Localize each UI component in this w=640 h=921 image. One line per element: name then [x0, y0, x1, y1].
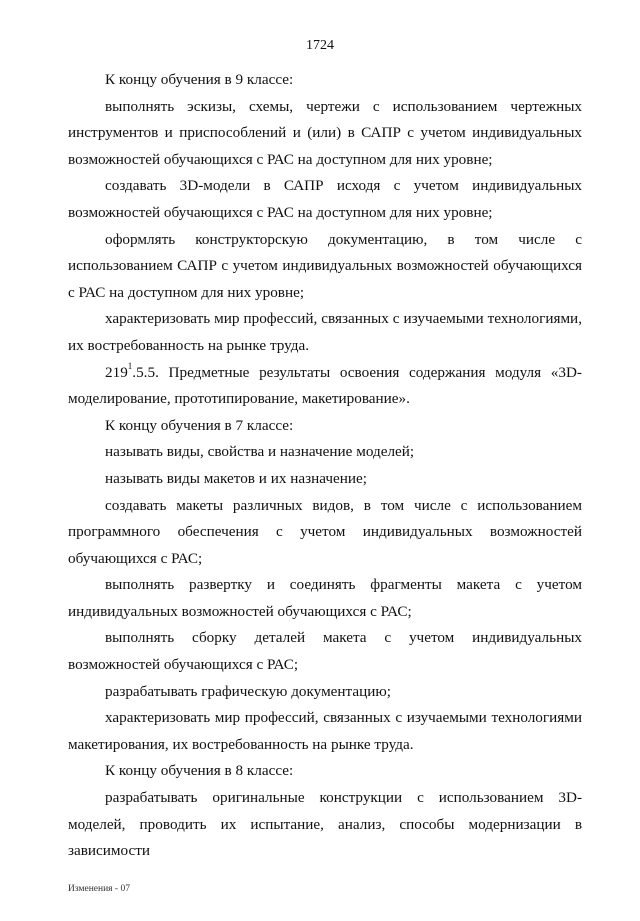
paragraph-mockup-professions: характеризовать мир профессий, связанных с изучаемыми технологиями макетирования, их востребованность на рынке труда. — [68, 709, 582, 753]
paragraph-sketches: выполнять эскизы, схемы, чертежи с использованием чертежных инструментов и приспособлений и (или) в САПР с учетом индивидуальных возможностей обучающихся с РАС на доступном для них уровне; — [68, 97, 582, 168]
paragraph-assembly: выполнять сборку деталей макета с учетом индивидуальных возможностей обучающихся с РАС; — [68, 629, 582, 674]
section-number-superscript: 1 — [127, 361, 133, 372]
paragraph-graphic-docs: разрабатывать графическую документацию; — [105, 682, 391, 700]
section-number-suffix: .5.5. — [132, 363, 159, 381]
document-body — [68, 67, 582, 865]
paragraph-mockup-types: называть виды макетов и их назначение; — [105, 469, 367, 487]
section-title: Предметные результаты освоения содержания модуля «3D-моделирование, прототипирование, макетирование». — [68, 363, 582, 408]
paragraph-3d-models: создавать 3D-модели в САПР исходя с учетом индивидуальных возможностей обучающихся с РАС на доступном для них уровне; — [68, 177, 582, 221]
paragraph-original-designs: разрабатывать оригинальные конструкции с использованием 3D-моделей, проводить их испытание, анализ, способы модернизации в зависимости — [68, 789, 582, 860]
paragraph-grade9-heading: К концу обучения в 9 классе: — [105, 71, 294, 88]
paragraph-documentation: оформлять конструкторскую документацию, в том числе с использованием САПР с учетом индивидуальных возможностей обучающихся с РАС на доступном для них уровне; — [68, 230, 582, 301]
paragraph-professions: характеризовать мир профессий, связанных с изучаемыми технологиями, их востребованность на рынке труда. — [68, 310, 582, 354]
section-number-prefix: 219 — [105, 363, 128, 381]
paragraph-unfolding: выполнять развертку и соединять фрагменты макета с учетом индивидуальных возможностей обучающихся с РАС; — [68, 576, 582, 620]
paragraph-grade7-heading: К концу обучения в 7 классе: — [105, 416, 294, 434]
footer-revision: Изменения - 07 — [68, 884, 130, 894]
paragraph-model-types: называть виды, свойства и назначение моделей; — [105, 443, 415, 461]
page-number: 1724 — [306, 38, 334, 53]
paragraph-create-mockups: создавать макеты различных видов, в том числе с использованием программного обеспечения с учетом индивидуальных возможностей обучающихся с РАС; — [68, 496, 582, 567]
paragraph-section-heading — [68, 360, 582, 413]
paragraph-grade8-heading: К концу обучения в 8 классе: — [105, 762, 294, 780]
